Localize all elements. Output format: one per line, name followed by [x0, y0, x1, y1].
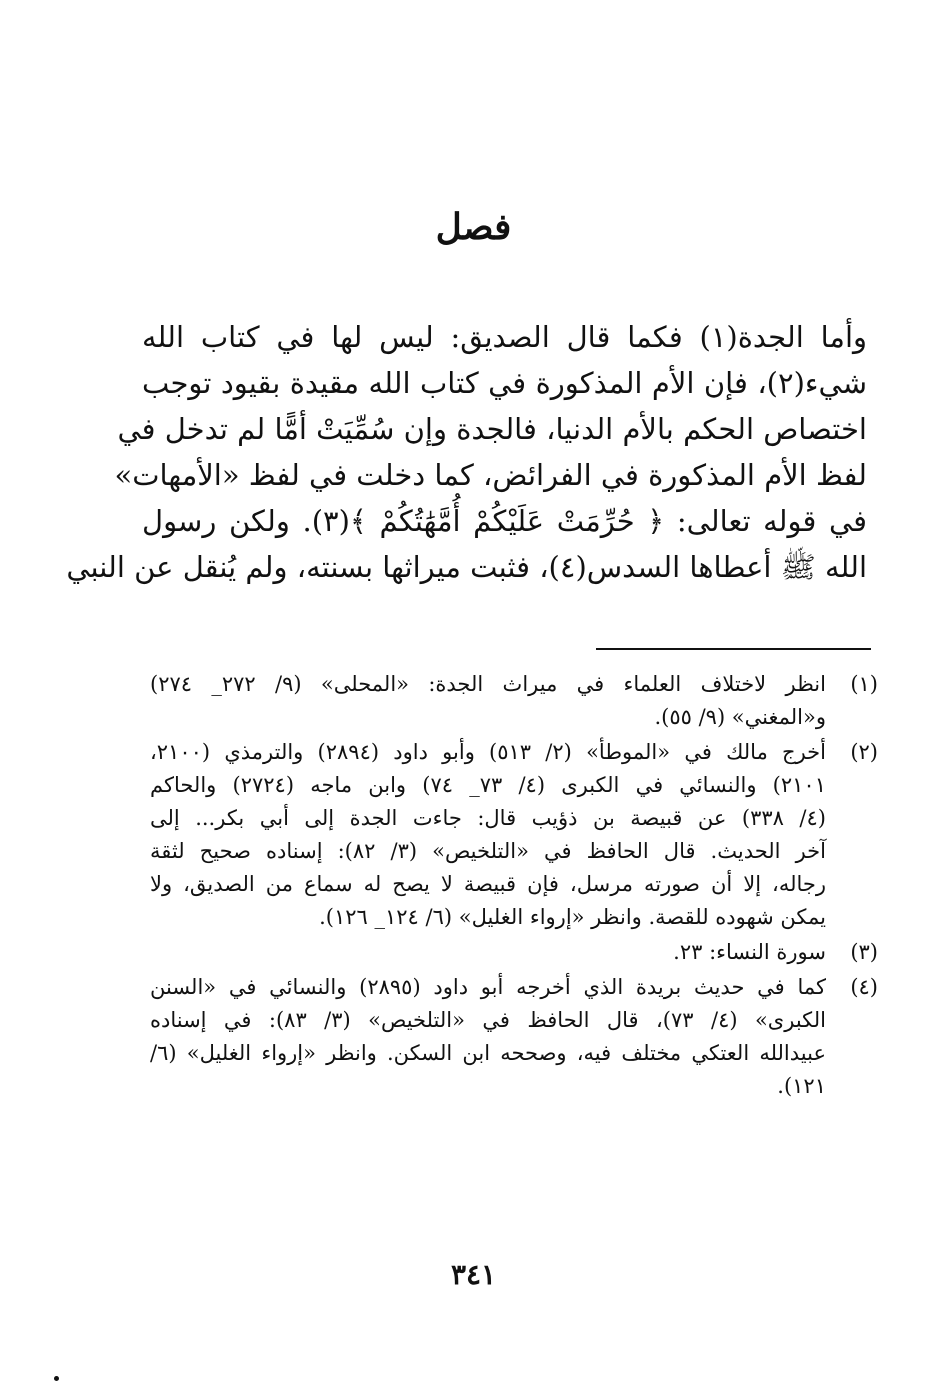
main-line: شيء(٢)، فإن الأم المذكورة في كتاب الله مقيدة بقيود توجب [142, 366, 867, 400]
footnote-line: انظر لاختلاف العلماء في ميراث الجدة: «المحلى» (٩/ ٢٧٢_ ٢٧٤) [150, 672, 826, 696]
main-line: الله ﷺ أعطاها السدس(٤)، فثبت ميراثها بسنته، ولم يُنقل عن النبي [66, 550, 867, 584]
footnote-line: الكبرى» (٤/ ٧٣)، قال الحافظ في «التلخيص» (٣/ ٨٣): في إسناده [150, 1008, 826, 1032]
footnote-line: ١٢١). [777, 1074, 826, 1098]
footnote-line: (٤/ ٣٣٨) عن قبيصة بن ذؤيب قال: جاءت الجدة إلى أبي بكر... إلى [150, 806, 826, 830]
footnote-number: (١) [850, 672, 878, 696]
footnotes [150, 668, 878, 1105]
footnote-body [150, 936, 826, 969]
footnote-1 [150, 668, 878, 734]
footnote-separator [596, 648, 871, 650]
section-title: فصل [435, 206, 512, 248]
main-line: في قوله تعالى: ﴿ حُرِّمَتْ عَلَيْكُمْ أُمَّهَٰتُكُمْ ﴾(٣). ولكن رسول [142, 504, 867, 538]
footnote-line: رجاله، إلا أن صورته مرسل، فإن قبيصة لا يصح له سماع من الصديق، ولا [150, 872, 826, 896]
footnote-2 [150, 736, 878, 934]
footnote-line: عبيدالله العتكي مختلف فيه، وصححه ابن السكن. وانظر «إرواء الغليل» (٦/ [150, 1041, 826, 1065]
footnote-body [150, 668, 826, 734]
page-number: ٣٤١ [450, 1258, 497, 1291]
main-line: لفظ الأم المذكورة في الفرائض، كما دخلت في لفظ «الأمهات» [114, 458, 867, 492]
footnote-line: سورة النساء: ٢٣. [673, 940, 826, 964]
main-text [66, 314, 868, 590]
footnote-line: أخرج مالك في «الموطأ» (٢/ ٥١٣) وأبو داود (٢٨٩٤) والترمذي (٢١٠٠، [150, 740, 826, 764]
footnote-line: و«المغني» (٩/ ٥٥). [654, 705, 826, 729]
footnote-number: (٤) [850, 975, 878, 999]
footnote-body [150, 736, 826, 934]
footnote-number: (٣) [850, 940, 878, 964]
footnote-line: ٢١٠١) والنسائي في الكبرى (٤/ ٧٣_ ٧٤) وابن ماجه (٢٧٢٤) والحاكم [150, 773, 826, 797]
footnote-line: كما في حديث بريدة الذي أخرجه أبو داود (٢٨٩٥) والنسائي في «السنن [150, 975, 826, 999]
footnote-body [150, 971, 826, 1103]
scan-speck [54, 1376, 59, 1381]
main-line: اختصاص الحكم بالأم الدنيا، فالجدة وإن سُمِّيَتْ أمًّا لم تدخل في [117, 412, 867, 446]
main-line: وأما الجدة(١) فكما قال الصديق: ليس لها في كتاب الله [142, 320, 868, 354]
footnote-3 [150, 936, 878, 969]
footnote-4 [150, 971, 878, 1103]
footnote-number: (٢) [850, 740, 878, 764]
footnote-line: يمكن شهوده للقصة. وانظر «إرواء الغليل» (٦/ ١٢٤_ ١٢٦). [319, 905, 826, 929]
footnote-line: آخر الحديث. قال الحافظ في «التلخيص» (٣/ ٨٢): إسناده صحيح لثقة [150, 839, 826, 863]
